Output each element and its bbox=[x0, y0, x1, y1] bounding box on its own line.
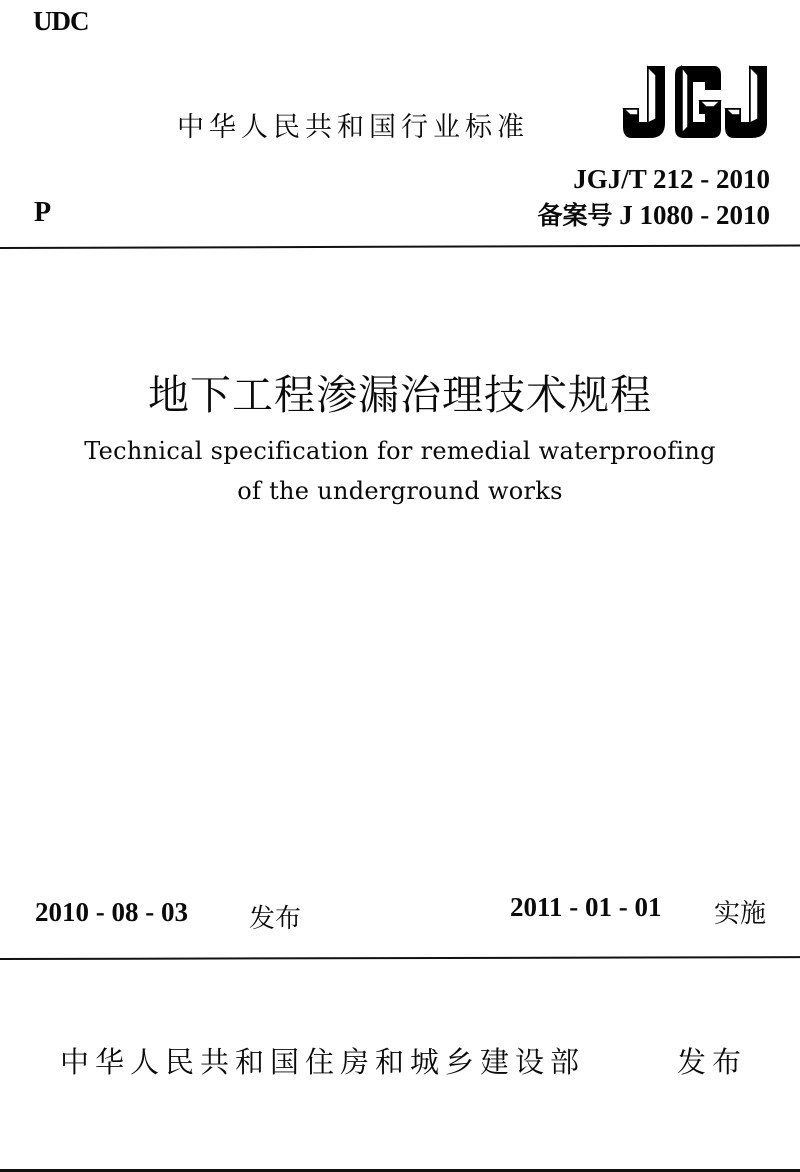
document-title-chinese: 地下工程渗漏治理技术规程 bbox=[148, 371, 652, 419]
record-prefix: 备案号 bbox=[537, 201, 613, 230]
dates-divider bbox=[0, 956, 800, 960]
category-code: P bbox=[34, 197, 52, 228]
record-number-value: J 1080 - 2010 bbox=[619, 200, 770, 230]
record-number bbox=[537, 196, 770, 232]
publisher-name: 中华人民共和国住房和城乡建设部 bbox=[60, 1045, 586, 1079]
document-title-english-line2: of the underground works bbox=[237, 477, 563, 505]
jgj-logo-icon bbox=[620, 63, 770, 143]
document-title-english-line1: Technical specification for remedial waterproofing bbox=[84, 437, 716, 465]
issue-date: 2010 - 08 - 03 bbox=[35, 897, 188, 927]
implementation-date: 2011 - 01 - 01 bbox=[510, 892, 662, 922]
issue-label: 发布 bbox=[249, 904, 302, 934]
industry-standard-heading: 中华人民共和国行业标准 bbox=[177, 112, 529, 143]
udc-label: UDC bbox=[33, 6, 89, 36]
header-divider bbox=[0, 244, 800, 249]
implementation-label: 实施 bbox=[714, 899, 767, 929]
publish-label: 发布 bbox=[677, 1045, 748, 1079]
standard-number: JGJ/T 212 - 2010 bbox=[573, 164, 770, 194]
